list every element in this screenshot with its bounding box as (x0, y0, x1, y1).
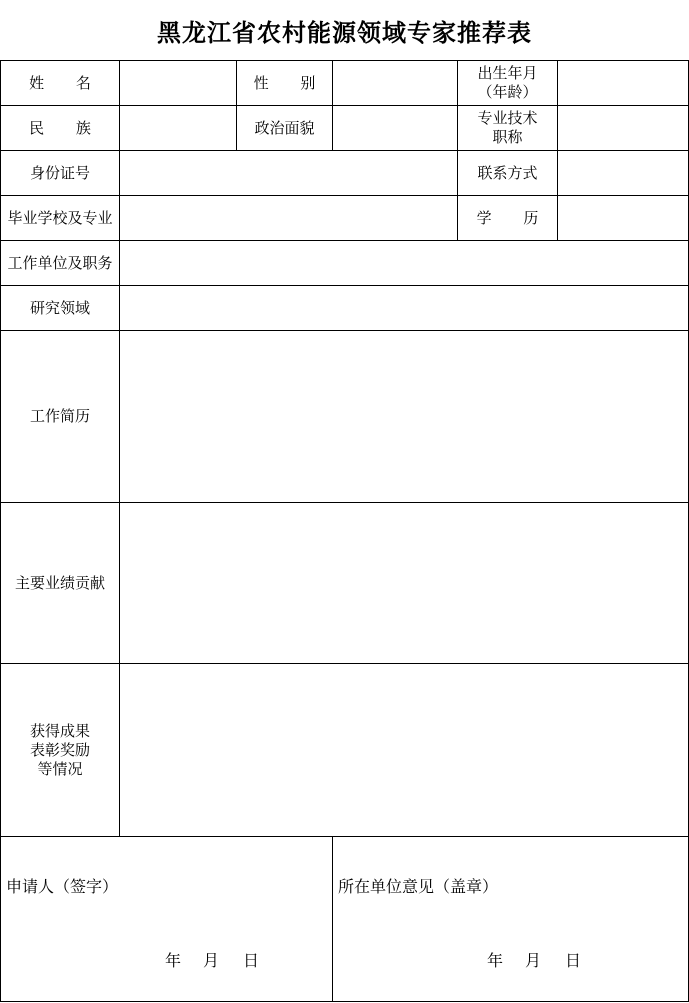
label-politics: 政治面貌 (254, 118, 315, 137)
tech-title-field[interactable] (558, 106, 688, 150)
politics-field[interactable] (333, 106, 457, 150)
contact-field[interactable] (558, 151, 688, 195)
label-work-unit: 工作单位及职务 (7, 253, 113, 272)
day-label: 日 (565, 951, 582, 970)
label-research: 研究领域 (29, 298, 90, 317)
day-label: 日 (243, 951, 260, 970)
form-title: 黑龙江省农村能源领域专家推荐表 (157, 17, 532, 47)
gender-field[interactable] (333, 61, 457, 105)
label-school-major: 毕业学校及专业 (7, 208, 113, 227)
month-label: 月 (203, 951, 220, 970)
year-label: 年 (165, 951, 182, 970)
label-birth: 出生年月 （年龄） (477, 64, 538, 101)
resume-field[interactable] (120, 331, 688, 502)
birth-field[interactable] (558, 61, 688, 105)
label-awards: 获得成果 表彰奖励 等情况 (29, 721, 90, 778)
label-resume: 工作简历 (29, 407, 90, 425)
label-unit-opinion: 所在单位意见（盖章） (338, 877, 499, 896)
month-label: 月 (525, 951, 542, 970)
label-id-number: 身份证号 (29, 163, 90, 182)
achievements-field[interactable] (120, 503, 688, 663)
education-field[interactable] (558, 196, 688, 240)
label-gender: 性 别 (253, 73, 329, 92)
label-ethnicity: 民 族 (29, 118, 105, 137)
label-contact: 联系方式 (477, 163, 538, 182)
unit-date (487, 948, 581, 971)
unit-opinion-area[interactable] (333, 837, 688, 1001)
table-border-bottom (0, 1001, 689, 1002)
year-label: 年 (487, 951, 504, 970)
applicant-signature-area[interactable] (1, 837, 332, 1001)
label-applicant-signature: 申请人（签字） (6, 877, 119, 896)
ethnicity-field[interactable] (120, 106, 236, 150)
applicant-date (165, 948, 259, 971)
school-major-field[interactable] (120, 196, 457, 240)
name-field[interactable] (120, 61, 236, 105)
label-education: 学 历 (476, 208, 552, 227)
awards-field[interactable] (120, 664, 688, 836)
work-unit-field[interactable] (120, 241, 688, 285)
label-name: 姓 名 (29, 73, 105, 92)
id-number-field[interactable] (120, 151, 457, 195)
research-field[interactable] (120, 286, 688, 330)
label-achievements: 主要业绩贡献 (14, 573, 105, 592)
label-tech-title: 专业技术 职称 (477, 109, 538, 146)
